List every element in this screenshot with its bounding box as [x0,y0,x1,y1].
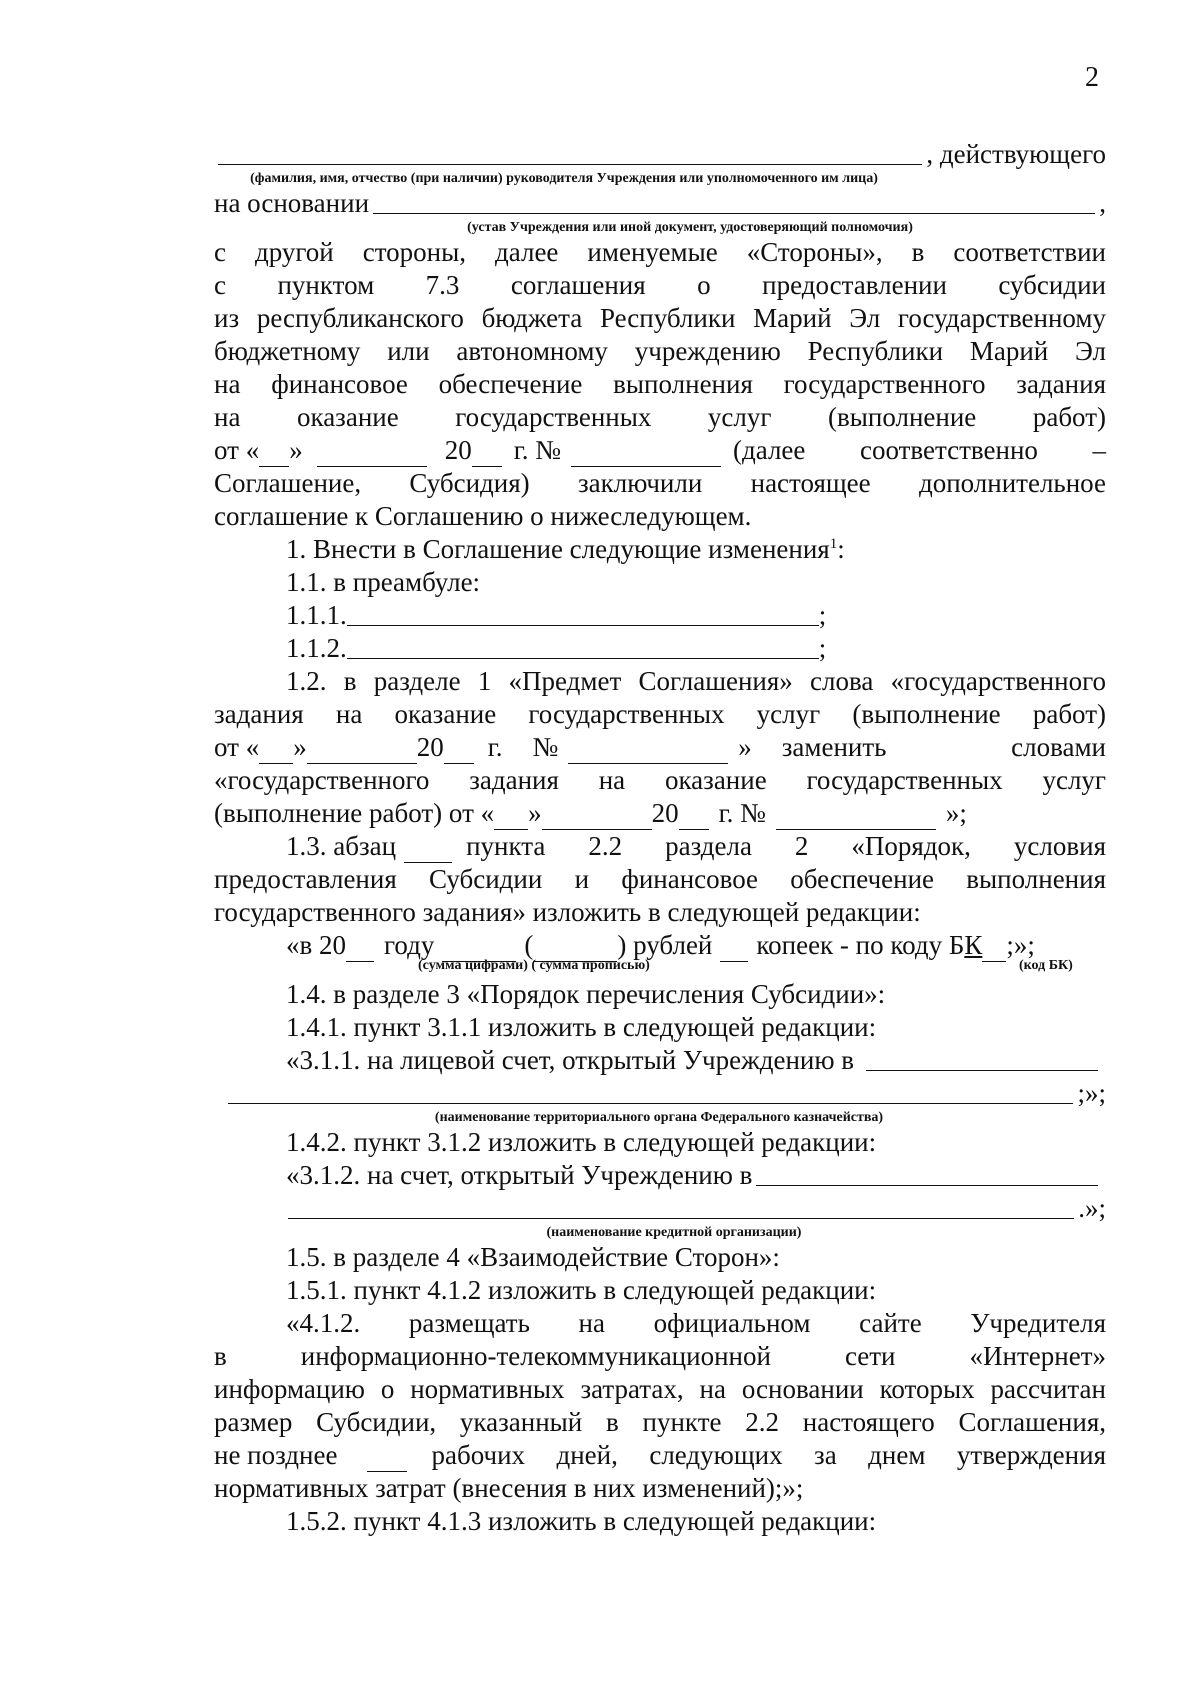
clause-4-1-2-line-5: не позднее рабочих дней, следующих за днем утверждения [214,1440,1106,1470]
preamble-line-6: на оказание государственных услуг (выполнение работ) [214,402,1106,432]
basis-line [214,187,1106,220]
clause-1-2-line-1: 1.2. в разделе 1 «Предмет Соглашения» слова «государственного [286,666,1106,696]
preamble-line-4: бюджетному или автономному учреждению Республики Марий Эл [214,336,1106,366]
clause-1-2-line-4: «государственного задания на оказание государственных услуг [214,765,1106,795]
acting-line [214,138,1106,171]
clause-1-4: 1.4. в разделе 3 «Порядок перечисления Субсидии»: [286,979,886,1009]
clause-4-1-2-line-1: «4.1.2. размещать на официальном сайте Учредителя [286,1308,1106,1338]
date-close-quote: » [289,435,303,465]
clause-4-1-2-line-2: в информационно-телекоммуникационной сети «Интернет» [214,1341,1106,1371]
clause-1-3-line-3: государственного задания» изложить в следующей редакции: [214,897,921,927]
clause-1-2-line-2: задания на оказание государственных услуг (выполнение работ) [214,699,1106,729]
page-number: 2 [1085,62,1099,93]
clause-1-2-line-3: от « » 20 г. № » заменить словами [214,732,1106,762]
year-prefix: 20 [444,435,472,465]
clause-1-2-line-5: (выполнение работ) от « » 20 г. № »; [214,798,967,828]
preamble-line-2: с пунктом 7.3 соглашения о предоставлении субсидии [214,270,1106,300]
caption-sum: (сумма цифрами) ( сумма прописью) [418,958,650,973]
caption-basis: (устав Учреждения или иной документ, удостоверяющий полномочия) [467,220,913,235]
clause-4-1-2-line-6: нормативных затрат (внесения в них изменений);»; [214,1473,804,1503]
date-open-quote: от « [214,435,260,465]
treasury-blank-2 [228,1102,1073,1104]
clause-1-4-1: 1.4.1. пункт 3.1.1 изложить в следующей редакции: [286,1012,877,1042]
clause-1-5: 1.5. в разделе 4 «Взаимодействие Сторон»: [286,1242,780,1272]
bank-blank-1 [756,1184,1098,1186]
caption-kbk: (код БК) [1019,958,1073,973]
preamble-line-3: из республиканского бюджета Республики Марий Эл государственному [214,303,1106,333]
preamble-tail-1: Соглашение, Субсидия) заключили настоящее дополнительное [214,468,1106,498]
clause-4-1-2-line-4: размер Субсидии, указанный в пункте 2.2 настоящего Соглашения, [214,1407,1106,1437]
clause-1-4-2: 1.4.2. пункт 3.1.2 изложить в следующей редакции: [286,1127,877,1157]
footnote-mark: 1 [829,536,838,552]
clause-3-1-1-cont: ;»; [224,1077,1106,1110]
clause-4-1-2-line-3: информацию о нормативных затратах, на основании которых рассчитан [214,1374,1106,1404]
clause-1-5-1: 1.5.1. пункт 4.1.2 изложить в следующей редакции: [286,1275,877,1305]
clause-1-1: 1.1. в преамбуле: [286,567,481,597]
treasury-blank-1 [866,1069,1098,1071]
basis-text: на основании [214,188,370,218]
clause-3-1-2: «3.1.2. на счет, открытый Учреждению в [214,1159,1106,1192]
clause-1-3-sum-line: «в 20 году ( ) рублей копеек - по коду Б К ;»; [286,930,1035,960]
acting-text: , действующего [926,139,1106,169]
bank-blank-2 [288,1217,1074,1219]
blank-1-1-1 [347,624,819,626]
document-body [214,138,1106,1538]
clause-1: 1. Внести в Соглашение следующие изменения$^1$: [286,534,845,564]
blank-1-1-2 [347,657,819,659]
clause-1-1-2: 1.1.2. ; [286,633,827,663]
clause-3-1-1: «3.1.1. на лицевой счет, открытый Учреждению в [214,1044,1106,1077]
basis-end: , [1099,188,1106,218]
name-blank [218,163,922,165]
clause-1-3-line-2: предоставления Субсидии и финансовое обеспечение выполнения [214,864,1106,894]
sum-captions [214,958,1106,978]
clause-1-1-1: 1.1.1. ; [286,600,827,630]
preamble-line-5: на финансовое обеспечение выполнения государственного задания [214,369,1106,399]
preamble-line-1: с другой стороны, далее именуемые «Стороны», в соответствии [214,237,1106,267]
caption-bank: (наименование кредитной организации) [546,1225,802,1240]
clause-1-5-2: 1.5.2. пункт 4.1.3 изложить в следующей редакции: [286,1506,877,1536]
caption-treasury: (наименование территориального органа Федерального казначейства) [434,1110,884,1125]
basis-blank [373,212,1095,214]
clause-1-3-line-1: 1.3. абзац пункта 2.2 раздела 2 «Порядок, условия [286,831,1106,861]
preamble-date-rest: (далее соответственно – [733,435,1106,465]
number-label: г. № [513,435,561,465]
preamble-date-line [214,434,1106,467]
clause-3-1-2-cont: .»; [284,1192,1106,1225]
preamble-tail-2: соглашение к Соглашению о нижеследующем. [214,501,752,531]
caption-name: (фамилия, имя, отчество (при наличии) руководителя Учреждения или уполномоченного им лица) [250,171,878,186]
